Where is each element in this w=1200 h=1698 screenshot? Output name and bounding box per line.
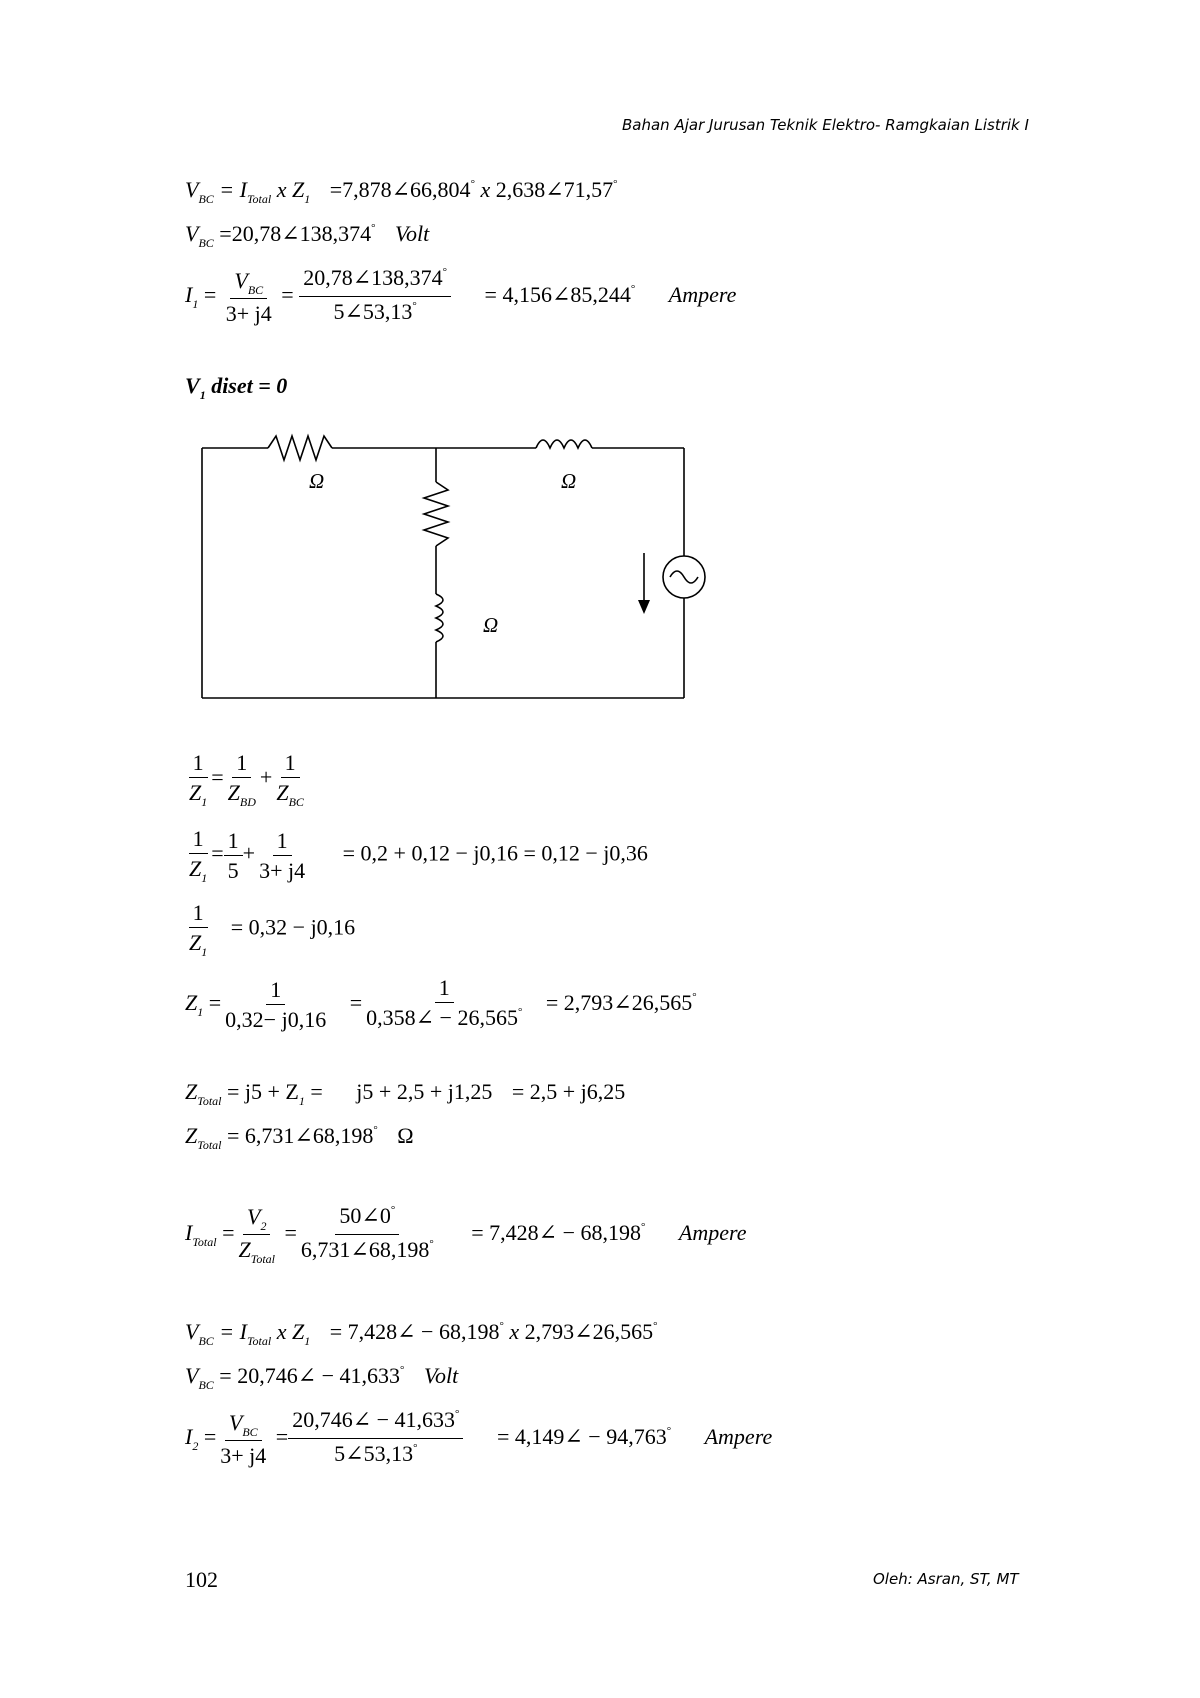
equation-vbc-result-2: $V_{BC}$ = 20,746∠ − 41,633° Volt [185, 1363, 459, 1392]
equation-vbc-result: $V_{BC}$ =20,78∠138,374° Volt [185, 221, 430, 250]
inductor-middle [436, 594, 443, 642]
current-arrow [638, 600, 650, 614]
equation-admittance-result: $\frac{1}{Z_1}$ = 0,32 − j0,16 [189, 900, 356, 959]
equation-i2: $I_2$ = $\frac{V_{BC}}{3+ j4}$ = $\frac{20,746\angle - 41,633^\circ}{5\angle 53,13^\circ}$ = 4,149∠ − 94,763° Ampere [185, 1407, 773, 1468]
inductor-top [536, 440, 592, 448]
footer-author: Oleh: Asran, ST, MT [873, 1570, 1019, 1588]
equation-z1: $Z_1$ = $\frac{1}{0,32- j0,16}$ = $\frac{1}{0,358\angle - 26,565^\circ}$ = 2,793∠26,565° [185, 975, 697, 1032]
equation-i1: $I_1$ = $\frac{V_{BC}}{3+ j4}$ = $\frac{20,78\angle 138,374^\circ}{5\angle 53,13^\circ}$ = 4,156∠85,244° Ampere [185, 265, 736, 329]
page-number: 102 [185, 1567, 218, 1592]
equation-ztotal-sum: $Z_{Total} = j5 + Z_1 = j5 + 2,5 + j1,25 = 2,5 + j6,25$ [185, 1079, 626, 1108]
fraction: $\frac{V_{BC}}{3+ j4}$ [225, 267, 272, 326]
section-title: $V_1$ diset = 0 [185, 373, 288, 402]
equation-admittance-sum: $\frac{1}{Z_1}$ = $\frac{1}{5}$ + $\frac{1}{3+ j4}$ = 0,2 + 0,12 − j0,16 = 0,12 − j0,36 [189, 826, 648, 885]
fraction: $\frac{20,78\angle 138,374^\circ}{5\angle 53,13^\circ}$ [299, 265, 451, 329]
omega-label: Ω [561, 469, 577, 493]
omega-label: Ω [483, 613, 499, 637]
resistor-middle [424, 482, 448, 546]
equation-admittance-definition: $\frac{1}{Z_1}$ = $\frac{1}{Z_{BD}}$ + $\frac{1}{Z_{BC}}$ [189, 750, 304, 809]
resistor-top [268, 436, 332, 460]
page-header: Bahan Ajar Jurusan Teknik Elektro- Ramgkaian Listrik I [622, 116, 1029, 134]
omega-label: Ω [309, 469, 325, 493]
equation-ztotal-polar: $Z_{Total}$ = 6,731∠68,198° Ω [185, 1123, 414, 1152]
equation-itotal: $I_{Total}$ = $\frac{V_2}{Z_{Total}}$ = $\frac{50\angle 0^\circ}{6,731\angle 68,198^\circ}$ = 7,428∠ − 68,198° Ampere [185, 1203, 747, 1266]
equation-vbc-product-2: $V_{BC} = I_{Total}$ x $Z_1$ = 7,428∠ − 68,198° x 2,793∠26,565° [185, 1319, 658, 1348]
equation-vbc-product: $V_{BC} = I_{Total}$ x $Z_1$ =7,878∠66,804° x 2,638∠71,57° [185, 177, 618, 206]
circuit-diagram [0, 0, 1200, 720]
